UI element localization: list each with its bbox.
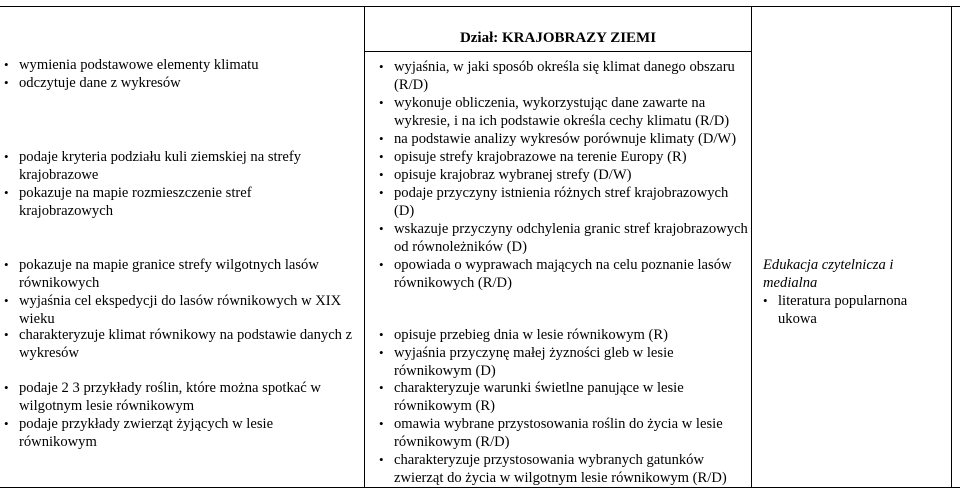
bullet-icon: •: [4, 293, 9, 308]
bullet-icon: •: [379, 149, 384, 164]
middle-block-5: [379, 379, 749, 487]
bullet-icon: •: [379, 416, 384, 431]
table-bottom-border: [0, 487, 960, 488]
right-block: [763, 256, 913, 328]
bullet-icon: •: [379, 131, 384, 146]
middle-block-3: [379, 256, 749, 292]
list-item: • wyjaśnia przyczynę małej żyzności gleb w lesie równikowym (D): [379, 345, 674, 379]
left-block-2: [4, 148, 334, 220]
bullet-icon: •: [379, 327, 384, 342]
list-item: • opisuje przebieg dnia w lesie równikowym (R): [379, 327, 668, 343]
list-item: • podaje przykłady zwierząt żyjących w lesie równikowym: [4, 416, 274, 450]
list-item: • wyjaśnia, w jaki sposób określa się klimat danego obszaru (R/D): [379, 59, 735, 93]
left-block-3: [4, 256, 359, 328]
list-item: • podaje 2 3 przykłady roślin, które można spotkać w wilgotnym lesie równikowym: [4, 380, 321, 414]
list-item: • opisuje krajobraz wybranej strefy (D/W): [379, 167, 632, 183]
list-item: • opowiada o wyprawach mających na celu poznanie lasów równikowych (R/D): [379, 257, 732, 291]
bullet-icon: •: [379, 257, 384, 272]
bullet-icon: •: [379, 345, 384, 360]
list-item: • odczytuje dane z wykresów: [4, 75, 181, 91]
list-item: • wskazuje przyczyny odchylenia granic stref krajobrazowych od równoleżników (D): [379, 221, 748, 255]
bullet-icon: •: [4, 257, 9, 272]
middle-list-1: [379, 58, 749, 148]
section-header: Dział: KRAJOBRAZY ZIEMI: [459, 30, 657, 46]
bullet-icon: •: [379, 380, 384, 395]
middle-block-4: [379, 326, 749, 380]
list-item: • pokazuje na mapie granice strefy wilgotnych lasów równikowych: [4, 257, 319, 291]
middle-list-4: [379, 326, 749, 380]
bullet-icon: •: [4, 75, 9, 90]
list-item: • charakteryzuje przystosowania wybranych gatunków zwierząt do życia w wilgotnym lesie równikowym (R/D): [379, 452, 727, 486]
bullet-icon: •: [763, 293, 768, 308]
middle-column: [365, 7, 751, 487]
left-block-5: [4, 379, 334, 451]
list-item: • opisuje strefy krajobrazowe na terenie Europy (R): [379, 149, 687, 165]
list-item: • pokazuje na mapie rozmieszczenie stref krajobrazowych: [4, 185, 252, 219]
column-divider-far-right: [951, 6, 952, 488]
bullet-icon: •: [379, 167, 384, 182]
bullet-icon: •: [4, 380, 9, 395]
left-list-1: [4, 56, 359, 92]
bullet-icon: •: [379, 221, 384, 236]
right-column: [752, 7, 951, 487]
bullet-icon: •: [4, 185, 9, 200]
list-item: • na podstawie analizy wykresów porównuje klimaty (D/W): [379, 131, 737, 147]
middle-list-5: [379, 379, 749, 487]
bullet-icon: •: [4, 57, 9, 72]
list-item: • omawia wybrane przystosowania roślin do życia w lesie równikowym (R/D): [379, 416, 723, 450]
list-item: • wymienia podstawowe elementy klimatu: [4, 57, 259, 73]
list-item: • wykonuje obliczenia, wykorzystując dane zawarte na wykresie, i na ich podstawie określa cechy klimatu (R/D): [379, 95, 730, 129]
left-list-2: [4, 148, 334, 220]
list-item: • wyjaśnia cel ekspedycji do lasów równikowych w XIX wieku: [4, 293, 342, 327]
bullet-icon: •: [4, 149, 9, 164]
bullet-icon: •: [4, 416, 9, 431]
left-list-3: [4, 256, 359, 328]
left-list-4: [4, 326, 361, 362]
left-block-1: [4, 56, 359, 92]
bullet-icon: •: [379, 59, 384, 74]
section-heading: Edukacja czytelnicza i medialna: [763, 257, 894, 291]
list-item: • literatura popularnonaukowa: [763, 293, 908, 327]
right-list: [763, 292, 913, 328]
middle-block-2: [379, 148, 749, 256]
list-item: • podaje kryteria podziału kuli ziemskiej na strefy krajobrazowe: [4, 149, 302, 183]
list-item: • podaje przyczyny istnienia różnych stref krajobrazowych (D): [379, 185, 729, 219]
list-item: • charakteryzuje warunki świetlne panujące w lesie równikowym (R): [379, 380, 684, 414]
left-column: [0, 7, 364, 487]
middle-list-2: [379, 148, 749, 256]
bullet-icon: •: [379, 185, 384, 200]
middle-list-3: [379, 256, 749, 292]
bullet-icon: •: [379, 95, 384, 110]
bullet-icon: •: [379, 452, 384, 467]
middle-block-1: [379, 58, 749, 148]
left-list-5: [4, 379, 334, 451]
list-item: • charakteryzuje klimat równikowy na podstawie danych z wykresów: [4, 327, 353, 361]
left-block-4: [4, 326, 361, 362]
bullet-icon: •: [4, 327, 9, 342]
